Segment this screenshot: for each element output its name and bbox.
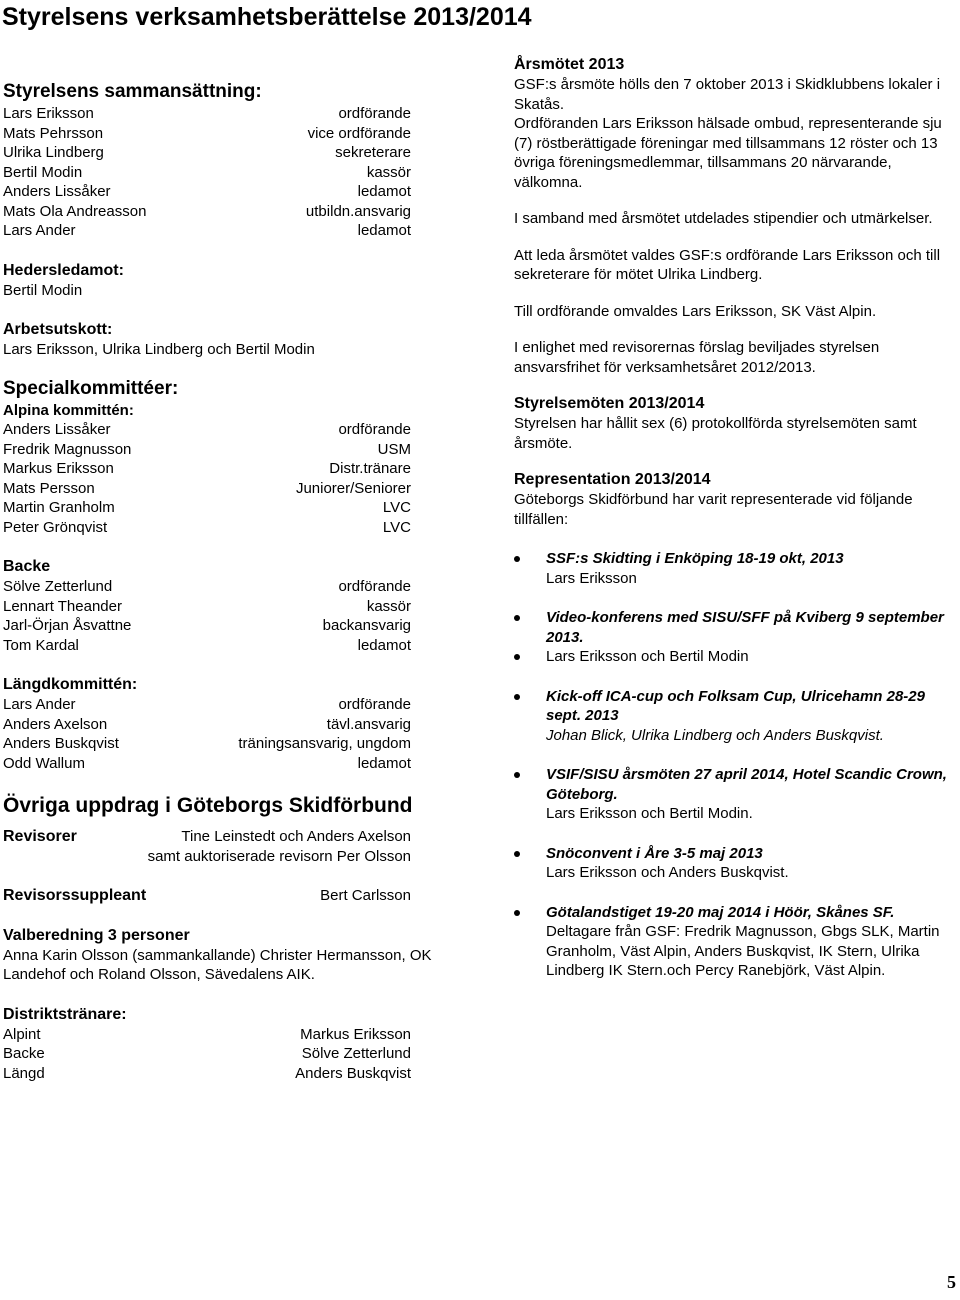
district-coach-row xyxy=(3,1044,411,1064)
alpine-member-row xyxy=(3,459,411,479)
annual-meeting-p6: I enlighet med revisorernas förslag beviljades styrelsen ansvarsfrihet för verksamhetsåret 2012/2013. xyxy=(514,339,880,376)
member-name: Mats Persson xyxy=(3,479,95,497)
coach-name: Sölve Zetterlund xyxy=(301,1045,411,1062)
member-name: Jarl-Örjan Åsvattne xyxy=(3,617,132,634)
district-coach-row xyxy=(3,1025,411,1045)
bullet-icon xyxy=(514,851,520,857)
event-attendees: Lars Eriksson xyxy=(546,569,637,587)
backe-heading: Backe xyxy=(3,558,51,575)
event-title: Video-konferens med SISU/SFF på Kviberg 9 september 2013. xyxy=(546,609,944,646)
other-assignments-heading: Övriga uppdrag i Göteborgs Skidförbund xyxy=(3,794,413,817)
backe-member-row xyxy=(3,577,411,597)
bullet-icon xyxy=(514,556,520,562)
board-member-row xyxy=(3,124,411,144)
member-role: Juniorer/Seniorer xyxy=(295,479,411,497)
discipline-label: Backe xyxy=(3,1045,45,1062)
member-role: vice ordförande xyxy=(307,124,411,142)
member-role: kassör xyxy=(366,163,411,181)
member-role: sekreterare xyxy=(335,144,411,161)
working-committee-text: Lars Eriksson, Ulrika Lindberg och Bertil Modin xyxy=(3,341,315,358)
board-list xyxy=(3,104,423,241)
member-name: Bertil Modin xyxy=(3,163,83,181)
member-name: Lars Ander xyxy=(3,696,76,713)
member-name: Sölve Zetterlund xyxy=(3,578,113,595)
auditors-label: Revisorer xyxy=(3,828,77,845)
nomination-heading: Valberedning 3 personer xyxy=(3,926,190,944)
honorary-name: Bertil Modin xyxy=(3,281,83,299)
board-member-row xyxy=(3,104,411,124)
member-name: Ulrika Lindberg xyxy=(3,144,104,161)
event-attendees: Lars Eriksson och Anders Buskqvist. xyxy=(546,864,789,881)
discipline-label: Alpint xyxy=(3,1025,41,1043)
langd-member-row xyxy=(3,754,411,774)
alpine-member-row xyxy=(3,440,411,460)
district-coaches-heading: Distriktstränare: xyxy=(3,1005,127,1023)
backe-list xyxy=(3,577,423,655)
member-role: LVC xyxy=(382,518,411,536)
coach-name: Markus Eriksson xyxy=(300,1025,411,1043)
page-title: Styrelsens verksamhetsberättelse 2013/2014 xyxy=(2,3,532,31)
representation-item-attendees xyxy=(514,647,960,667)
board-meetings-heading: Styrelsemöten 2013/2014 xyxy=(514,395,705,412)
member-role: ledamot xyxy=(357,754,411,772)
backe-member-row xyxy=(3,597,411,617)
bullet-icon xyxy=(514,615,520,621)
bullet-icon xyxy=(514,654,520,660)
left-column xyxy=(3,80,432,1083)
member-name: Anders Axelson xyxy=(3,715,108,733)
page-number: 5 xyxy=(947,1271,956,1292)
representation-item xyxy=(514,844,960,883)
alpine-member-row xyxy=(3,479,411,499)
board-heading: Styrelsens sammansättning: xyxy=(3,81,262,102)
member-name: Anders Buskqvist xyxy=(3,735,119,752)
representation-heading: Representation 2013/2014 xyxy=(514,471,711,488)
discipline-label: Längd xyxy=(3,1064,45,1082)
deputy-auditor-label: Revisorssuppleant xyxy=(3,887,147,904)
bullet-icon xyxy=(514,772,520,778)
member-name: Mats Pehrsson xyxy=(3,124,104,142)
board-meetings-text: Styrelsen har hållit sex (6) protokollförda styrelsemöten samt årsmöte. xyxy=(514,415,917,452)
alpine-member-row xyxy=(3,498,411,518)
member-role: tävl.ansvarig xyxy=(326,715,411,733)
nomination-text: Anna Karin Olsson (sammankallande) Christer Hermansson, OK Landehof och Roland Olsson, Sävedalens AIK. xyxy=(3,946,432,983)
representation-item xyxy=(514,549,960,588)
member-role: ledamot xyxy=(357,636,411,654)
board-member-row xyxy=(3,163,411,183)
member-name: Anders Lissåker xyxy=(3,421,111,438)
member-role: träningsansvarig, ungdom xyxy=(238,735,411,752)
representation-item xyxy=(514,687,960,746)
auditors-line-2: samt auktoriserade revisorn Per Olsson xyxy=(147,847,411,865)
coach-name: Anders Buskqvist xyxy=(295,1064,411,1082)
member-role: ledamot xyxy=(357,222,411,239)
member-role: ordförande xyxy=(338,105,411,122)
member-role: backansvarig xyxy=(322,617,411,634)
event-attendees: Deltagare från GSF: Fredrik Magnusson, Gbgs SLK, Martin Granholm, Väst Alpin, Anders Buskqvist, IK Stern, Ulrika Lindberg IK Stern.och Percy Ranebjörk, Väst Alpin. xyxy=(546,923,940,979)
honorary-heading: Hedersledamot: xyxy=(3,261,124,279)
member-role: Distr.tränare xyxy=(329,460,411,477)
member-name: Lennart Theander xyxy=(3,597,122,615)
representation-item xyxy=(514,903,960,981)
working-committee-heading: Arbetsutskott: xyxy=(3,321,113,338)
special-committees-heading: Specialkommittéer: xyxy=(3,377,179,399)
annual-meeting-p1: GSF:s årsmöte hölls den 7 oktober 2013 i Skidklubbens lokaler i Skatås. xyxy=(514,76,941,113)
bullet-icon xyxy=(514,910,520,916)
alpine-member-row xyxy=(3,518,411,538)
representation-item xyxy=(514,765,960,824)
member-role: ordförande xyxy=(338,421,411,438)
member-name: Lars Ander xyxy=(3,222,76,239)
member-name: Peter Grönqvist xyxy=(3,518,108,536)
auditors-line-1: Tine Leinstedt och Anders Axelson xyxy=(181,828,411,845)
district-coaches-list xyxy=(3,1025,423,1084)
auditors-row xyxy=(3,827,411,847)
member-role: LVC xyxy=(382,499,411,516)
member-name: Anders Lissåker xyxy=(3,183,111,200)
event-title: VSIF/SISU årsmöten 27 april 2014, Hotel Scandic Crown, Göteborg. xyxy=(546,766,947,803)
deputy-auditor-value: Bert Carlsson xyxy=(320,887,411,904)
member-name: Markus Eriksson xyxy=(3,460,114,477)
bullet-icon xyxy=(514,694,520,700)
alpine-committee-list xyxy=(3,420,423,537)
member-name: Lars Eriksson xyxy=(3,105,94,122)
event-attendees: Lars Eriksson och Bertil Modin. xyxy=(546,805,753,822)
member-name: Martin Granholm xyxy=(3,499,115,516)
district-coach-row xyxy=(3,1064,411,1084)
member-name: Odd Wallum xyxy=(3,754,85,772)
event-title: SSF:s Skidting i Enköping 18-19 okt, 2013 xyxy=(546,550,844,567)
event-attendees: Johan Blick, Ulrika Lindberg och Anders Buskqvist. xyxy=(546,726,884,744)
annual-meeting-p4: Att leda årsmötet valdes GSF:s ordförande Lars Eriksson och till sekreterare för mötet Ulrika Lindberg. xyxy=(514,246,941,283)
member-role: USM xyxy=(377,440,411,458)
member-role: ordförande xyxy=(338,578,411,595)
langd-member-row xyxy=(3,715,411,735)
representation-item xyxy=(514,608,960,647)
member-name: Tom Kardal xyxy=(3,636,79,654)
member-role: utbildn.ansvarig xyxy=(305,202,411,220)
board-member-row xyxy=(3,221,411,241)
auditors-row-2 xyxy=(3,847,411,867)
langd-member-row xyxy=(3,695,411,715)
langd-member-row xyxy=(3,734,411,754)
representation-text: Göteborgs Skidförbund har varit representerade vid följande tillfällen: xyxy=(514,491,913,528)
alpine-committee-heading: Alpina kommittén: xyxy=(3,401,134,419)
annual-meeting-heading: Årsmötet 2013 xyxy=(514,56,625,73)
member-role: kassör xyxy=(366,597,411,615)
langd-committee-list xyxy=(3,695,423,773)
event-attendees: Lars Eriksson och Bertil Modin xyxy=(546,648,749,665)
right-column xyxy=(514,55,960,981)
annual-meeting-p3: I samband med årsmötet utdelades stipendier och utmärkelser. xyxy=(514,210,933,227)
event-title: Götalandstiget 19-20 maj 2014 i Höör, Skånes SF. xyxy=(546,903,895,921)
event-title: Snöconvent i Åre 3-5 maj 2013 xyxy=(546,844,763,862)
member-role: ledamot xyxy=(357,183,411,200)
langd-committee-heading: Längdkommittén: xyxy=(3,676,138,693)
representation-list xyxy=(514,549,960,981)
backe-member-row xyxy=(3,636,411,656)
deputy-auditor-row xyxy=(3,886,411,906)
board-member-row xyxy=(3,202,411,222)
alpine-member-row xyxy=(3,420,411,440)
backe-member-row xyxy=(3,616,411,636)
annual-meeting-p5: Till ordförande omvaldes Lars Eriksson, SK Väst Alpin. xyxy=(514,302,877,320)
board-member-row xyxy=(3,143,411,163)
member-name: Fredrik Magnusson xyxy=(3,440,132,458)
annual-meeting-p2: Ordföranden Lars Eriksson hälsade ombud, representerande sju (7) röstberättigade föreningar med tillsammans 12 röster och 13 övriga föreningsmedlemmar, tillsammans 20 närvarande, välkomna. xyxy=(514,115,942,191)
member-role: ordförande xyxy=(338,696,411,713)
board-member-row xyxy=(3,182,411,202)
member-name: Mats Ola Andreasson xyxy=(3,202,147,220)
event-title: Kick-off ICA-cup och Folksam Cup, Ulricehamn 28-29 sept. 2013 xyxy=(546,687,925,724)
